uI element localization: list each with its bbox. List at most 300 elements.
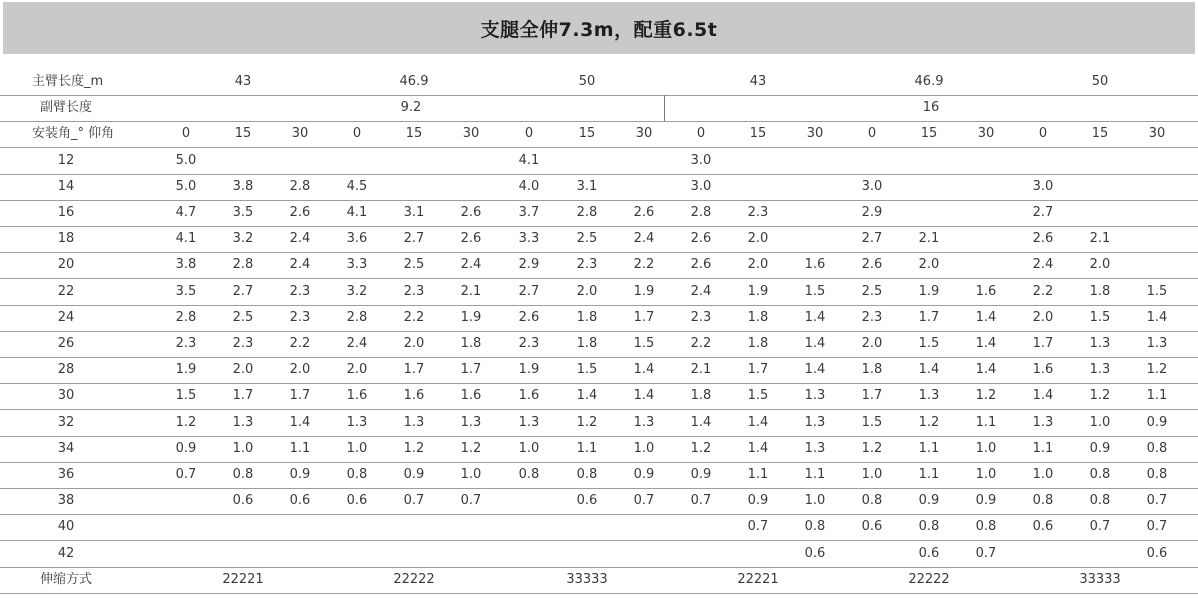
jib-divider [664, 95, 665, 121]
load-cell: 1.2 [576, 414, 598, 430]
load-cell: 1.5 [1146, 283, 1168, 299]
load-cell: 1.8 [576, 336, 598, 351]
load-cell: 2.3 [289, 309, 311, 325]
load-cell: 2.1 [460, 283, 482, 299]
load-cell: 1.7 [861, 388, 883, 404]
load-cell: 1.1 [918, 440, 940, 456]
load-cell: 1.0 [975, 440, 997, 456]
load-cell: 1.4 [804, 362, 826, 378]
load-cell: 4.7 [175, 205, 197, 220]
load-cell: 1.7 [1032, 336, 1054, 351]
load-cell: 2.3 [690, 309, 712, 325]
load-cell: 0.6 [346, 493, 368, 509]
load-cell: 1.0 [975, 467, 997, 482]
angle-header: 0 [867, 126, 877, 142]
load-cell: 1.0 [232, 440, 254, 456]
load-cell: 3.1 [576, 178, 598, 194]
table-row [0, 541, 1198, 568]
jib-length-row [0, 95, 1198, 122]
load-cell: 1.9 [175, 362, 197, 378]
telescoping-row [0, 567, 1198, 594]
load-cell: 2.4 [633, 231, 655, 247]
load-cell: 1.4 [633, 388, 655, 404]
load-cell: 2.5 [403, 257, 425, 273]
telescoping-value: 22222 [393, 571, 435, 587]
table-row [0, 226, 1198, 253]
load-cell: 1.4 [804, 336, 826, 351]
load-cell: 1.2 [403, 440, 425, 456]
radius-cell: 34 [57, 440, 75, 456]
load-cell: 1.2 [861, 440, 883, 456]
angle-header: 0 [696, 126, 706, 142]
load-cell: 2.8 [690, 205, 712, 220]
load-cell: 0.8 [918, 519, 940, 535]
load-cell: 1.0 [1089, 414, 1111, 430]
load-cell: 0.7 [403, 493, 425, 509]
load-cell: 2.0 [861, 336, 883, 351]
load-cell: 2.7 [1032, 205, 1054, 220]
load-cell: 0.8 [518, 467, 540, 482]
load-cell: 1.7 [918, 309, 940, 325]
table-row [0, 174, 1198, 201]
load-cell: 1.7 [289, 388, 311, 404]
radius-cell: 36 [57, 467, 75, 482]
load-cell: 0.7 [690, 493, 712, 509]
angle-header: 30 [291, 126, 309, 142]
load-cell: 1.3 [232, 414, 254, 430]
load-cell: 2.8 [232, 257, 254, 273]
load-cell: 2.0 [289, 362, 311, 378]
angle-header: 15 [405, 126, 423, 142]
load-cell: 2.4 [289, 231, 311, 247]
load-cell: 0.7 [1089, 519, 1111, 535]
load-cell: 0.8 [576, 467, 598, 482]
load-cell: 0.7 [1146, 493, 1168, 509]
load-cell: 1.1 [747, 467, 769, 482]
load-cell: 1.1 [289, 440, 311, 456]
load-cell: 3.2 [232, 231, 254, 247]
load-cell: 0.9 [633, 467, 655, 482]
load-cell: 1.1 [975, 414, 997, 430]
radius-cell: 30 [57, 388, 75, 404]
load-cell: 0.6 [918, 545, 940, 561]
load-cell: 2.0 [346, 362, 368, 378]
load-cell: 4.0 [518, 178, 540, 194]
load-cell: 2.8 [346, 309, 368, 325]
load-cell: 2.2 [289, 336, 311, 351]
load-cell: 1.3 [633, 414, 655, 430]
load-cell: 2.6 [289, 205, 311, 220]
load-cell: 1.3 [1032, 414, 1054, 430]
load-cell: 2.6 [690, 257, 712, 273]
load-cell: 2.3 [861, 309, 883, 325]
load-cell: 1.7 [460, 362, 482, 378]
table-row [0, 331, 1198, 358]
load-cell: 3.8 [232, 178, 254, 194]
telescoping-label: 伸缩方式 [40, 571, 93, 587]
load-cell: 3.5 [175, 283, 197, 299]
load-cell: 1.3 [804, 440, 826, 456]
load-cell: 1.4 [1146, 309, 1168, 325]
table-row [0, 200, 1198, 227]
load-cell: 1.6 [518, 388, 540, 404]
load-cell: 2.6 [690, 231, 712, 247]
jib-length-value: 9.2 [400, 100, 422, 116]
load-cell: 1.5 [918, 336, 940, 351]
load-cell: 1.6 [403, 388, 425, 404]
load-cell: 0.9 [175, 440, 197, 456]
load-cell: 3.0 [861, 178, 883, 194]
telescoping-value: 22221 [737, 571, 779, 587]
load-cell: 1.1 [804, 467, 826, 482]
load-cell: 1.0 [1032, 467, 1054, 482]
table-title-bar [3, 2, 1195, 54]
load-cell: 1.9 [747, 283, 769, 299]
load-cell: 0.9 [289, 467, 311, 482]
main-boom-value: 46.9 [914, 74, 944, 89]
load-cell: 2.0 [747, 231, 769, 247]
load-cell: 0.9 [690, 467, 712, 482]
load-cell: 3.0 [690, 152, 712, 168]
load-cell: 0.8 [346, 467, 368, 482]
load-cell: 5.0 [175, 152, 197, 168]
load-cell: 0.8 [861, 493, 883, 509]
load-cell: 0.7 [1146, 519, 1168, 535]
load-cell: 3.5 [232, 205, 254, 220]
load-cell: 3.0 [1032, 178, 1054, 194]
load-cell: 0.8 [1146, 467, 1168, 482]
load-cell: 1.4 [975, 362, 997, 378]
load-cell: 1.5 [576, 362, 598, 378]
telescoping-value: 33333 [566, 571, 608, 587]
load-cell: 1.7 [403, 362, 425, 378]
load-cell: 2.8 [175, 309, 197, 325]
load-cell: 2.0 [918, 257, 940, 273]
load-cell: 0.8 [232, 467, 254, 482]
load-cell: 2.8 [576, 205, 598, 220]
load-cell: 0.8 [1089, 493, 1111, 509]
radius-cell: 20 [57, 257, 75, 273]
main-boom-value: 46.9 [399, 74, 429, 89]
load-cell: 0.6 [289, 493, 311, 509]
load-cell: 3.1 [403, 205, 425, 220]
load-cell: 1.8 [747, 336, 769, 351]
load-cell: 1.1 [576, 440, 598, 456]
angle-header: 30 [462, 126, 480, 142]
radius-cell: 28 [57, 362, 75, 378]
radius-cell: 42 [57, 545, 75, 561]
angle-header: 15 [234, 126, 252, 142]
load-cell: 1.1 [918, 467, 940, 482]
load-cell: 1.8 [747, 309, 769, 325]
load-cell: 1.3 [1089, 336, 1111, 351]
load-cell: 3.3 [346, 257, 368, 273]
load-cell: 0.7 [633, 493, 655, 509]
load-cell: 2.9 [861, 205, 883, 220]
load-cell: 0.7 [460, 493, 482, 509]
load-cell: 2.3 [175, 336, 197, 351]
table-row [0, 436, 1198, 463]
load-cell: 2.0 [403, 336, 425, 351]
load-cell: 2.2 [403, 309, 425, 325]
load-cell: 2.2 [1032, 283, 1054, 299]
load-cell: 4.1 [518, 152, 540, 168]
table-row [0, 252, 1198, 279]
load-cell: 2.6 [861, 257, 883, 273]
load-cell: 1.2 [975, 388, 997, 404]
load-cell: 2.7 [518, 283, 540, 299]
load-cell: 2.5 [232, 309, 254, 325]
load-cell: 1.2 [1089, 388, 1111, 404]
load-cell: 0.8 [1032, 493, 1054, 509]
load-cell: 1.8 [861, 362, 883, 378]
load-cell: 1.4 [747, 440, 769, 456]
load-cell: 3.8 [175, 257, 197, 273]
load-cell: 1.4 [690, 414, 712, 430]
angle-header: 0 [181, 126, 191, 142]
radius-cell: 24 [57, 309, 75, 325]
load-cell: 1.9 [633, 283, 655, 299]
load-cell: 0.9 [747, 493, 769, 509]
load-cell: 1.2 [690, 440, 712, 456]
load-cell: 1.0 [460, 467, 482, 482]
load-cell: 1.8 [576, 309, 598, 325]
table-row [0, 357, 1198, 384]
radius-cell: 38 [57, 493, 75, 509]
load-cell: 3.2 [346, 283, 368, 299]
load-cell: 1.0 [861, 467, 883, 482]
load-cell: 0.6 [576, 493, 598, 509]
load-cell: 2.4 [346, 336, 368, 351]
load-cell: 1.7 [232, 388, 254, 404]
load-cell: 1.8 [1089, 283, 1111, 299]
angle-header: 0 [524, 126, 534, 142]
main-boom-label: 主臂长度_m [32, 74, 104, 89]
load-cell: 0.7 [975, 545, 997, 561]
angle-header: 30 [806, 126, 824, 142]
load-cell: 2.6 [460, 205, 482, 220]
load-cell: 2.4 [690, 283, 712, 299]
load-cell: 0.9 [975, 493, 997, 509]
load-cell: 1.4 [804, 309, 826, 325]
load-cell: 0.6 [1032, 519, 1054, 535]
load-cell: 1.7 [633, 309, 655, 325]
load-cell: 2.3 [403, 283, 425, 299]
load-cell: 2.7 [403, 231, 425, 247]
load-cell: 1.3 [804, 414, 826, 430]
load-cell: 2.7 [861, 231, 883, 247]
radius-cell: 26 [57, 336, 75, 351]
load-cell: 1.9 [518, 362, 540, 378]
load-cell: 1.6 [975, 283, 997, 299]
load-cell: 1.3 [518, 414, 540, 430]
load-cell: 1.0 [804, 493, 826, 509]
load-cell: 1.3 [1089, 362, 1111, 378]
load-cell: 1.2 [460, 440, 482, 456]
load-cell: 0.6 [1146, 545, 1168, 561]
load-cell: 1.2 [175, 414, 197, 430]
load-cell: 1.3 [918, 388, 940, 404]
load-cell: 4.1 [175, 231, 197, 247]
angle-header: 0 [352, 126, 362, 142]
table-row [0, 305, 1198, 332]
load-cell: 4.1 [346, 205, 368, 220]
load-cell: 0.8 [804, 519, 826, 535]
load-cell: 2.0 [1032, 309, 1054, 325]
load-cell: 2.2 [633, 257, 655, 273]
load-cell: 5.0 [175, 178, 197, 194]
radius-cell: 14 [57, 178, 75, 194]
load-cell: 1.9 [460, 309, 482, 325]
table-row [0, 148, 1198, 175]
load-cell: 2.4 [460, 257, 482, 273]
table-row [0, 279, 1198, 306]
load-cell: 3.6 [346, 231, 368, 247]
main-boom-value: 50 [1091, 74, 1109, 89]
load-cell: 1.1 [1032, 440, 1054, 456]
load-cell: 1.4 [289, 414, 311, 430]
load-cell: 1.6 [1032, 362, 1054, 378]
main-boom-value: 50 [578, 74, 596, 89]
load-cell: 2.3 [747, 205, 769, 220]
load-cell: 2.0 [232, 362, 254, 378]
load-cell: 1.4 [576, 388, 598, 404]
load-cell: 2.3 [232, 336, 254, 351]
load-cell: 2.6 [633, 205, 655, 220]
load-cell: 0.6 [804, 545, 826, 561]
load-cell: 0.9 [918, 493, 940, 509]
telescoping-value: 22222 [908, 571, 950, 587]
load-cell: 1.6 [346, 388, 368, 404]
load-cell: 1.3 [804, 388, 826, 404]
load-cell: 1.4 [633, 362, 655, 378]
jib-length-label: 副臂长度 [40, 100, 93, 116]
table-row [0, 488, 1198, 515]
angle-header: 15 [1091, 126, 1109, 142]
load-cell: 2.6 [518, 309, 540, 325]
radius-cell: 22 [57, 283, 75, 299]
load-cell: 2.5 [576, 231, 598, 247]
load-cell: 0.9 [1089, 440, 1111, 456]
load-cell: 0.6 [232, 493, 254, 509]
load-cell: 1.3 [403, 414, 425, 430]
load-cell: 2.0 [1089, 257, 1111, 273]
load-cell: 2.6 [460, 231, 482, 247]
jib-length-value: 16 [922, 100, 940, 116]
load-cell: 0.8 [1089, 467, 1111, 482]
main-boom-value: 43 [234, 74, 252, 89]
load-cell: 1.4 [747, 414, 769, 430]
load-cell: 0.7 [747, 519, 769, 535]
angle-header: 15 [578, 126, 596, 142]
load-cell: 1.5 [804, 283, 826, 299]
telescoping-value: 22221 [222, 571, 264, 587]
angle-row [0, 121, 1198, 148]
angle-header: 30 [977, 126, 995, 142]
load-cell: 3.7 [518, 205, 540, 220]
table-row [0, 514, 1198, 541]
load-cell: 1.3 [1146, 336, 1168, 351]
install-angle-label: 安装角_° 仰角 [32, 126, 115, 142]
table-row [0, 462, 1198, 489]
radius-cell: 32 [57, 414, 75, 430]
table-row [0, 383, 1198, 410]
load-cell: 1.5 [175, 388, 197, 404]
angle-header: 15 [749, 126, 767, 142]
load-cell: 2.3 [576, 257, 598, 273]
load-cell: 1.2 [918, 414, 940, 430]
radius-cell: 40 [57, 519, 75, 535]
load-cell: 1.4 [975, 336, 997, 351]
load-cell: 1.5 [1089, 309, 1111, 325]
load-cell: 1.2 [1146, 362, 1168, 378]
load-cell: 0.6 [861, 519, 883, 535]
load-cell: 2.3 [518, 336, 540, 351]
load-cell: 1.4 [1032, 388, 1054, 404]
load-cell: 1.5 [747, 388, 769, 404]
load-cell: 1.0 [346, 440, 368, 456]
load-cell: 0.8 [975, 519, 997, 535]
load-cell: 2.1 [690, 362, 712, 378]
load-cell: 4.5 [346, 178, 368, 194]
load-cell: 0.8 [1146, 440, 1168, 456]
load-cell: 2.4 [289, 257, 311, 273]
angle-header: 15 [920, 126, 938, 142]
load-cell: 0.9 [403, 467, 425, 482]
load-cell: 1.6 [460, 388, 482, 404]
load-cell: 3.3 [518, 231, 540, 247]
main-boom-value: 43 [749, 74, 767, 89]
load-cell: 2.0 [747, 257, 769, 273]
load-cell: 1.5 [861, 414, 883, 430]
load-cell: 2.0 [576, 283, 598, 299]
load-cell: 1.3 [346, 414, 368, 430]
load-cell: 2.3 [289, 283, 311, 299]
load-cell: 1.9 [918, 283, 940, 299]
radius-cell: 16 [57, 205, 75, 220]
load-cell: 1.4 [975, 309, 997, 325]
load-cell: 0.9 [1146, 414, 1168, 430]
load-cell: 1.1 [1146, 388, 1168, 404]
load-cell: 2.7 [232, 283, 254, 299]
load-cell: 1.7 [747, 362, 769, 378]
load-cell: 1.0 [518, 440, 540, 456]
load-cell: 2.9 [518, 257, 540, 273]
telescoping-value: 33333 [1079, 571, 1121, 587]
table-title: 支腿全伸7.3m，配重6.5t [480, 18, 718, 41]
angle-header: 30 [1148, 126, 1166, 142]
load-cell: 3.0 [690, 178, 712, 194]
angle-header: 0 [1038, 126, 1048, 142]
angle-header: 30 [635, 126, 653, 142]
load-cell: 2.1 [918, 231, 940, 247]
table-row [0, 410, 1198, 437]
load-cell: 2.6 [1032, 231, 1054, 247]
radius-cell: 18 [57, 231, 75, 247]
load-cell: 1.0 [633, 440, 655, 456]
load-cell: 2.1 [1089, 231, 1111, 247]
load-cell: 2.2 [690, 336, 712, 351]
main-boom-row [0, 69, 1198, 96]
load-cell: 1.8 [460, 336, 482, 351]
load-cell: 1.3 [460, 414, 482, 430]
load-cell: 1.4 [918, 362, 940, 378]
load-cell: 2.8 [289, 178, 311, 194]
load-cell: 1.6 [804, 257, 826, 273]
load-cell: 0.7 [175, 467, 197, 482]
radius-cell: 12 [57, 152, 75, 168]
load-cell: 1.8 [690, 388, 712, 404]
